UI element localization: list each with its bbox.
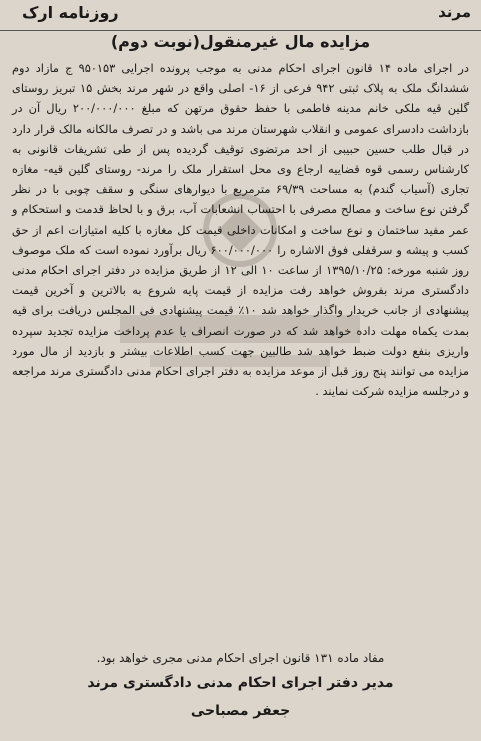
notice-footnote: مفاد ماده ۱۳۱ قانون اجرای احکام مدنی مجری خواهد بود. xyxy=(96,651,385,665)
signature-title: مدیر دفتر اجرای احکام مدنی دادگستری مرند xyxy=(87,675,394,691)
signature-name: جعفر مصباحی xyxy=(190,703,291,719)
notice-title: مزایده مال غیرمنقول(نوبت دوم) xyxy=(110,32,371,51)
newspaper-name: روزنامه ارک xyxy=(22,3,119,22)
masthead-divider xyxy=(0,30,481,31)
notice-body xyxy=(12,58,469,401)
notice-paragraph: در اجرای ماده ۱۴ قانون اجرای احکام مدنی به موجب پرونده اجرایی ۹۵۰۱۵۳ ج مازاد دوم ششدانگ ملک به پلاک ثبتی ۹۴۲ فرعی از ۱۶- اصلی واقع در شهر مرند بخش ۱۵ تبریز روستای گلین قیه ملکی خانم مدینه فاطمی با حفظ حقوق مرتهن که مبلغ ۲۰۰/۰۰۰/۰۰۰ ریال آن در بازداشت دادسرای عمومی و انقلاب شهرستان مرند می باشد و در تصرف مالکانه مالک قرار دارد در قبال طلب حسین حبیبی از احد مرتضوی توقیف گردیده پس از طی تشریفات قانونی به کارشناس رسمی قوه قضاییه ارجاع وی محل استقرار ملک را مرند- روستای گلین قیه- مغازه تجاری (آسیاب گندم) به مساحت ۶۹/۳۹ مترمربع با دیوارهای سنگی و سقف چوبی با در نظر گرفتن نوع ساخت و مصالح مصرفی با احتساب انشعابات آب، برق و با لحاظ قدمت و استحکام و عمر مفید ساختمان و نوع ساخت و امکانات داخلی قیمت کل مغازه با کلیه امتیازات اعم از حق کسب و پیشه و سرقفلی فوق الاشاره را ۶۰۰/۰۰۰/۰۰۰ ریال برآورد نموده است که ملک موصوف روز شنبه مورخه: ۱۳۹۵/۱۰/۲۵ از ساعت ۱۰ الی ۱۲ از طریق مزایده در دفتر اجرای احکام مدنی دادگستری مرند بفروش خواهد رفت مزایده از قیمت پایه شروع به بالاترین و آخرین قیمت پیشنهادی از جانب خریدار واگذار خواهد شد ۱۰٪ قیمت پیشنهادی فی المجلس دریافت برای قیه بمدت یکماه مهلت داده خواهد شد که در صورت انصراف یا عدم پرداخت مزایده تجدید سپرده واریزی بنفع دولت ضبط خواهد شد طالبین جهت کسب اطلاعات بیشتر و بازدید از مال مورد مزایده می توانند پنج روز قبل از موعد مزایده به دفتر اجرای احکام مدنی دادگستری مرند مراجعه و درجلسه مزایده شرکت نمایند . xyxy=(12,61,470,399)
masthead xyxy=(8,3,473,29)
masthead-city: مرند xyxy=(438,3,471,21)
